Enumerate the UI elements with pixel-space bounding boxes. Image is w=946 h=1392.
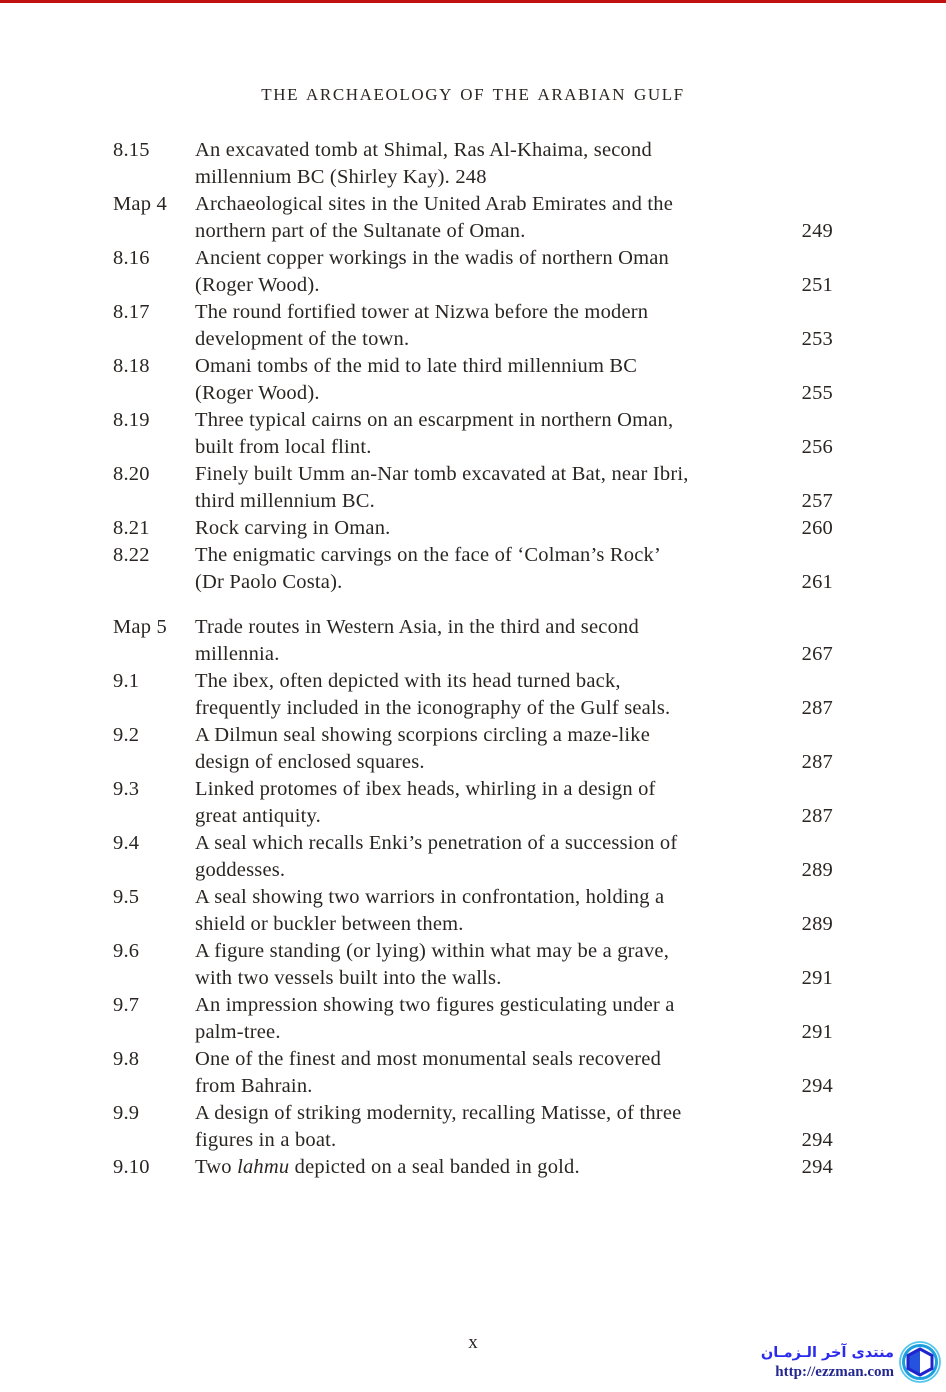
caption-line: Archaeological sites in the United Arab Emirates and the xyxy=(195,193,673,215)
figure-caption xyxy=(195,1100,781,1154)
caption-line: (Dr Paolo Costa). xyxy=(195,571,343,593)
watermark-text xyxy=(761,1344,894,1381)
figure-page-number: 249 xyxy=(801,220,833,242)
caption-line: Rock carving in Oman. xyxy=(195,517,391,539)
caption-line: Ancient copper workings in the wadis of northern Oman xyxy=(195,247,670,269)
figure-number: 8.22 xyxy=(113,544,150,566)
figure-entry xyxy=(113,245,833,299)
caption-line: third millennium BC. xyxy=(195,490,375,512)
caption-line: development of the town. xyxy=(195,328,410,350)
figure-caption xyxy=(195,191,781,245)
figure-caption xyxy=(195,515,781,542)
figure-list xyxy=(113,137,833,1181)
figure-caption xyxy=(195,245,781,299)
caption-line: Linked protomes of ibex heads, whirling in a design of xyxy=(195,778,656,800)
caption-line: (Roger Wood). xyxy=(195,382,320,404)
caption-line: A design of striking modernity, recalling Matisse, of three xyxy=(195,1102,682,1124)
figure-number: 8.19 xyxy=(113,409,150,431)
figure-caption xyxy=(195,992,781,1046)
figure-page-number: 289 xyxy=(801,913,833,935)
figure-number: 9.2 xyxy=(113,724,140,746)
caption-line: One of the finest and most monumental seals recovered xyxy=(195,1048,662,1070)
figure-page-number: 287 xyxy=(801,751,833,773)
figure-entry xyxy=(113,1154,833,1181)
caption-line: millennium BC (Shirley Kay). 248 xyxy=(195,166,487,188)
figure-number: 9.5 xyxy=(113,886,140,908)
figure-number: 9.10 xyxy=(113,1156,150,1178)
caption-line: Three typical cairns on an escarpment in northern Oman, xyxy=(195,409,674,431)
figure-entry xyxy=(113,614,833,668)
caption-line: A seal showing two warriors in confrontation, holding a xyxy=(195,886,665,908)
figure-page-number: 253 xyxy=(801,328,833,350)
figure-caption xyxy=(195,1046,781,1100)
caption-line: Two lahmu depicted on a seal banded in gold. xyxy=(195,1156,580,1178)
caption-line: A Dilmun seal showing scorpions circling a maze-like xyxy=(195,724,651,746)
figure-caption xyxy=(195,884,781,938)
figure-caption xyxy=(195,461,781,515)
figure-caption xyxy=(195,542,781,596)
caption-line: shield or buckler between them. xyxy=(195,913,464,935)
figure-entry xyxy=(113,776,833,830)
caption-line: An impression showing two figures gesticulating under a xyxy=(195,994,675,1016)
figure-page-number: 257 xyxy=(801,490,833,512)
caption-line: A figure standing (or lying) within what may be a grave, xyxy=(195,940,670,962)
caption-line: built from local flint. xyxy=(195,436,372,458)
figure-page-number: 255 xyxy=(801,382,833,404)
figure-number: 9.1 xyxy=(113,670,140,692)
figure-number: 9.8 xyxy=(113,1048,140,1070)
caption-line: Omani tombs of the mid to late third millennium BC xyxy=(195,355,638,377)
figure-number: 8.17 xyxy=(113,301,150,323)
figure-number: 9.4 xyxy=(113,832,140,854)
figure-page-number: 256 xyxy=(801,436,833,458)
figure-entry xyxy=(113,191,833,245)
forum-logo-icon xyxy=(899,1341,941,1383)
caption-line: frequently included in the iconography of the Gulf seals. xyxy=(195,697,671,719)
running-head-title: THE ARCHAEOLOGY OF THE ARABIAN GULF xyxy=(261,85,685,104)
figure-page-number: 287 xyxy=(801,697,833,719)
figure-caption xyxy=(195,407,781,461)
caption-line: northern part of the Sultanate of Oman. xyxy=(195,220,526,242)
figure-entry xyxy=(113,515,833,542)
figure-caption xyxy=(195,722,781,776)
caption-line: The ibex, often depicted with its head turned back, xyxy=(195,670,621,692)
figure-page-number: 294 xyxy=(801,1075,833,1097)
caption-line: design of enclosed squares. xyxy=(195,751,425,773)
figure-entry xyxy=(113,461,833,515)
caption-line: great antiquity. xyxy=(195,805,321,827)
watermark-site-url: http://ezzman.com xyxy=(775,1363,894,1380)
caption-line: goddesses. xyxy=(195,859,286,881)
figure-number: 8.20 xyxy=(113,463,150,485)
figure-caption xyxy=(195,668,781,722)
figure-page-number: 294 xyxy=(801,1156,833,1178)
figure-number: Map 4 xyxy=(113,193,167,215)
figure-entry xyxy=(113,1046,833,1100)
top-red-line xyxy=(0,0,946,3)
figure-caption xyxy=(195,614,781,668)
figure-entry xyxy=(113,353,833,407)
figure-page-number: 261 xyxy=(801,571,833,593)
figure-entry xyxy=(113,992,833,1046)
figure-caption xyxy=(195,776,781,830)
figure-entry xyxy=(113,938,833,992)
caption-line: The round fortified tower at Nizwa before the modern xyxy=(195,301,649,323)
figure-entry xyxy=(113,407,833,461)
caption-line: Finely built Umm an-Nar tomb excavated at Bat, near Ibri, xyxy=(195,463,689,485)
figure-number: Map 5 xyxy=(113,616,167,638)
figure-entry xyxy=(113,1100,833,1154)
figure-number: 9.3 xyxy=(113,778,140,800)
page-folio: x xyxy=(468,1332,478,1353)
figure-page-number: 294 xyxy=(801,1129,833,1151)
caption-line: The enigmatic carvings on the face of ‘Colman’s Rock’ xyxy=(195,544,662,566)
figure-group xyxy=(113,137,833,596)
caption-line: with two vessels built into the walls. xyxy=(195,967,502,989)
figure-page-number: 291 xyxy=(801,1021,833,1043)
caption-line: figures in a boat. xyxy=(195,1129,337,1151)
figure-page-number: 291 xyxy=(801,967,833,989)
figure-entry xyxy=(113,542,833,596)
figure-entry xyxy=(113,830,833,884)
figure-number: 8.15 xyxy=(113,139,150,161)
figure-page-number: 267 xyxy=(801,643,833,665)
figure-caption xyxy=(195,938,781,992)
figure-entry xyxy=(113,722,833,776)
caption-line: Trade routes in Western Asia, in the third and second xyxy=(195,616,639,638)
figure-number: 9.6 xyxy=(113,940,140,962)
figure-number: 9.7 xyxy=(113,994,140,1016)
watermark-site-name: منتدى آخر الـزمـان xyxy=(760,1344,894,1361)
figure-number: 8.18 xyxy=(113,355,150,377)
caption-line: from Bahrain. xyxy=(195,1075,313,1097)
figure-number: 8.16 xyxy=(113,247,150,269)
figure-caption xyxy=(195,830,781,884)
figure-page-number: 251 xyxy=(801,274,833,296)
caption-line: An excavated tomb at Shimal, Ras Al-Khaima, second xyxy=(195,139,652,161)
figure-caption xyxy=(195,137,781,191)
caption-line: millennia. xyxy=(195,643,280,665)
figure-group xyxy=(113,614,833,1181)
caption-line: (Roger Wood). xyxy=(195,274,320,296)
figure-entry xyxy=(113,668,833,722)
figure-entry xyxy=(113,299,833,353)
caption-line: A seal which recalls Enki’s penetration of a succession of xyxy=(195,832,678,854)
figure-number: 9.9 xyxy=(113,1102,140,1124)
figure-caption xyxy=(195,1154,781,1181)
watermark xyxy=(761,1341,941,1383)
figure-page-number: 287 xyxy=(801,805,833,827)
figure-number: 8.21 xyxy=(113,517,150,539)
figure-page-number: 289 xyxy=(801,859,833,881)
figure-page-number: 260 xyxy=(801,517,833,539)
figure-entry xyxy=(113,137,833,191)
figure-caption xyxy=(195,299,781,353)
caption-line: palm-tree. xyxy=(195,1021,281,1043)
figure-entry xyxy=(113,884,833,938)
figure-caption xyxy=(195,353,781,407)
